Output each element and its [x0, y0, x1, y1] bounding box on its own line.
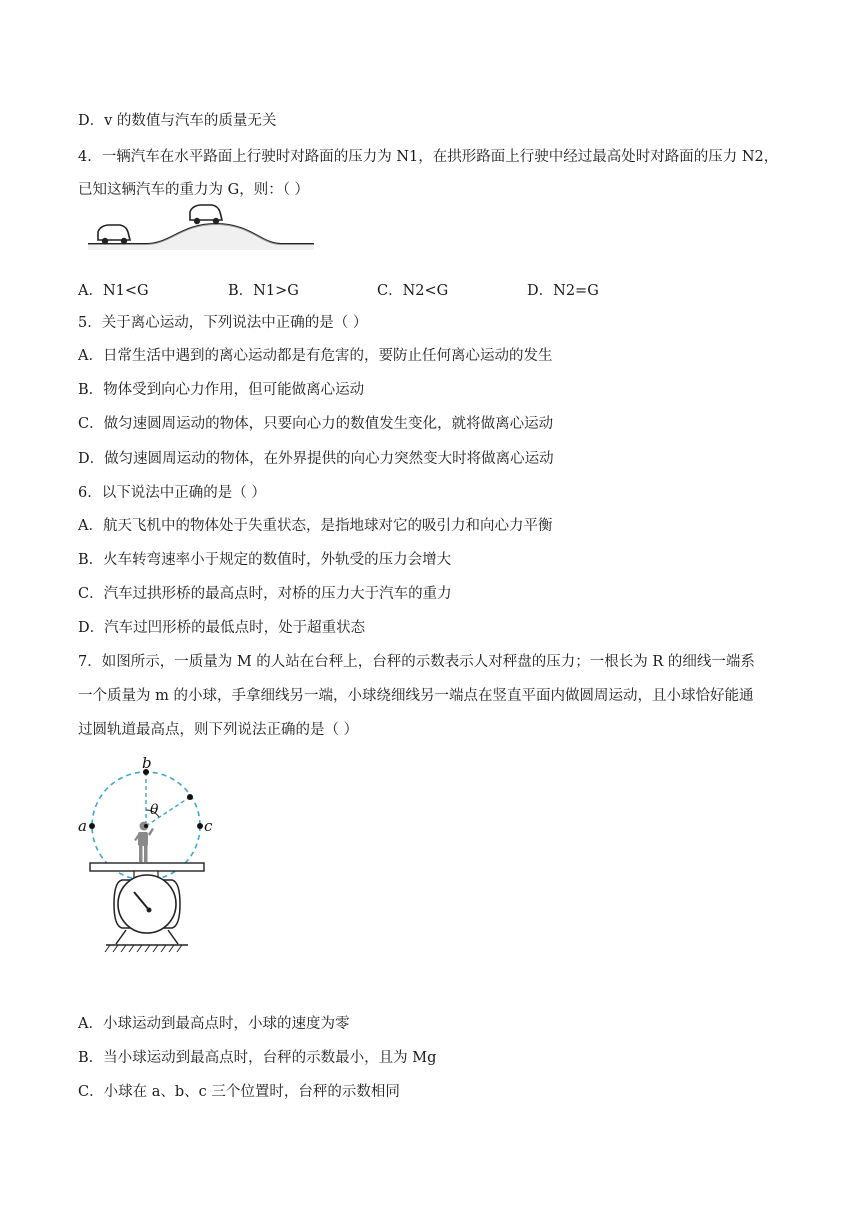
- label-theta: θ: [150, 802, 159, 818]
- q7-option-b: B．当小球运动到最高点时，台秤的示数最小，且为 Mg: [78, 1050, 437, 1066]
- q4-option-c: C．N2<G: [377, 283, 449, 299]
- scale-dial: [118, 875, 176, 933]
- q5-option-c: C．做匀速圆周运动的物体，只要向心力的数值发生变化，就将做离心运动: [78, 416, 554, 432]
- scale-plate: [90, 863, 204, 871]
- q5-stem: 5．关于离心运动，下列说法中正确的是（ ）: [78, 315, 368, 331]
- q5-option-b: B．物体受到向心力作用，但可能做离心运动: [78, 382, 365, 398]
- q7-stem-line3: 过圆轨道最高点，则下列说法正确的是（ ）: [78, 722, 359, 738]
- ball-a: [89, 823, 95, 829]
- q4-option-d: D．N2=G: [527, 283, 599, 299]
- q4-option-b: B．N1>G: [228, 283, 299, 299]
- q6-option-a: A．航天飞机中的物体处于失重状态，是指地球对它的吸引力和向心力平衡: [78, 518, 553, 534]
- q7-option-c: C．小球在 a、b、c 三个位置时，台秤的示数相同: [78, 1084, 400, 1100]
- scale-circle-figure: [76, 752, 226, 962]
- ball-theta: [187, 794, 193, 800]
- car-flat-icon: [98, 225, 130, 244]
- label-c: c: [204, 817, 213, 835]
- road-cars-figure: [86, 204, 316, 252]
- q4-option-a: A．N1<G: [78, 283, 149, 299]
- q6-option-c: C．汽车过拱形桥的最高点时，对桥的压力大于汽车的重力: [78, 586, 452, 602]
- car-arch-icon: [190, 205, 222, 224]
- q6-stem: 6．以下说法中正确的是（ ）: [78, 485, 266, 501]
- q4-stem-line1: 4．一辆汽车在水平路面上行驶时对路面的压力为 N1，在拱形路面上行驶中经过最高处时对路面的压力 N2，: [78, 149, 779, 165]
- ball-c: [197, 823, 203, 829]
- q6-option-d: D．汽车过凹形桥的最低点时，处于超重状态: [78, 620, 366, 636]
- q4-stem-line2: 已知这辆汽车的重力为 G，则：（ ）: [78, 182, 310, 198]
- q7-stem-line1: 7．如图所示，一质量为 M 的人站在台秤上，台秤的示数表示人对秤盘的压力；一根长为 R 的细线一端系: [78, 654, 755, 670]
- label-a: a: [78, 817, 87, 835]
- q5-option-a: A．日常生活中遇到的离心运动都是有危害的，要防止任何离心运动的发生: [78, 348, 553, 364]
- q7-option-a: A．小球运动到最高点时，小球的速度为零: [78, 1016, 350, 1032]
- q5-option-d: D．做匀速圆周运动的物体，在外界提供的向心力突然变大时将做离心运动: [78, 451, 554, 467]
- q7-stem-line2: 一个质量为 m 的小球，手拿细线另一端，小球绕细线另一端点在竖直平面内做圆周运动，且小球恰好能通: [78, 688, 754, 704]
- label-b: b: [142, 754, 152, 772]
- person-icon: [134, 822, 154, 863]
- q6-option-b: B．火车转弯速率小于规定的数值时，外轨受的压力会增大: [78, 552, 452, 568]
- q3-option-d: D．v 的数值与汽车的质量无关: [78, 113, 277, 129]
